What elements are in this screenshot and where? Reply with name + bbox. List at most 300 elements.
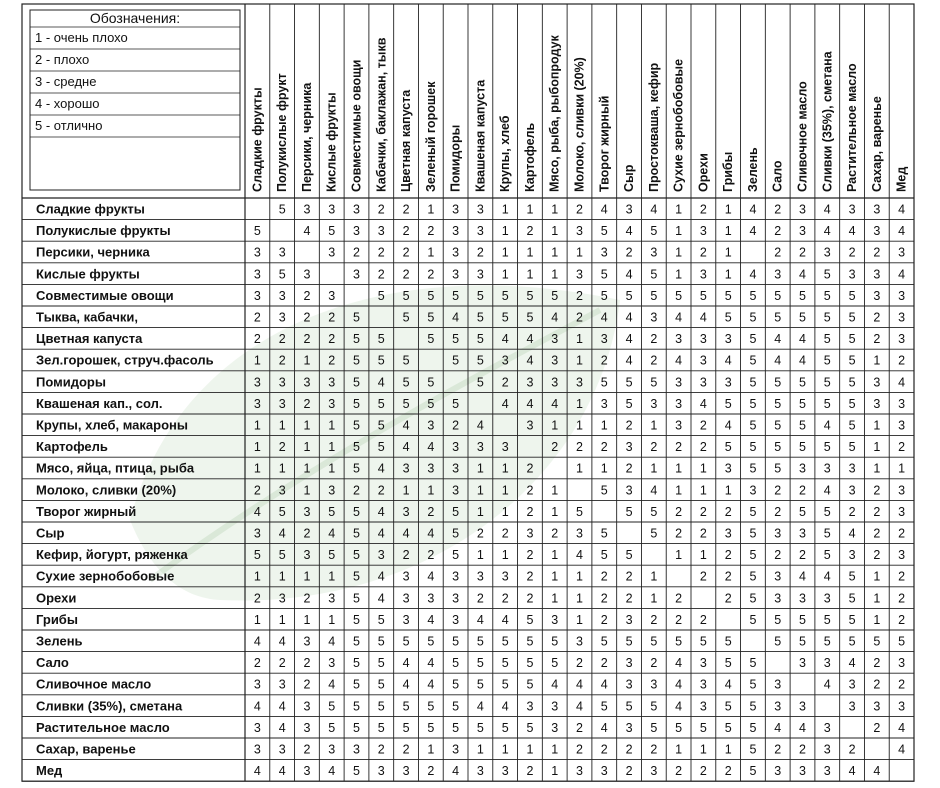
row-label: Помидоры bbox=[36, 374, 106, 390]
table-cell: 3 bbox=[303, 202, 311, 217]
table-cell: 3 bbox=[799, 591, 806, 606]
table-cell: 4 bbox=[476, 418, 484, 433]
table-cell: 3 bbox=[328, 375, 336, 390]
table-cell: 2 bbox=[898, 677, 906, 692]
table-cell: 3 bbox=[501, 353, 509, 368]
table-cell: 4 bbox=[848, 224, 856, 239]
table-cell: 5 bbox=[476, 310, 484, 325]
table-row bbox=[36, 396, 905, 411]
table-cell: 2 bbox=[600, 612, 608, 627]
table-cell: 1 bbox=[551, 742, 559, 757]
table-cell: 5 bbox=[377, 656, 385, 671]
table-cell: 5 bbox=[526, 634, 534, 649]
table-cell: 5 bbox=[452, 504, 460, 519]
table-cell: 4 bbox=[328, 526, 336, 541]
table-cell: 2 bbox=[328, 332, 336, 347]
table-cell: 4 bbox=[823, 224, 831, 239]
table-cell: 4 bbox=[749, 224, 757, 239]
table-cell: 5 bbox=[848, 288, 856, 303]
table-cell: 5 bbox=[724, 656, 732, 671]
column-header: Персики, черника bbox=[299, 82, 314, 192]
table-cell: 5 bbox=[749, 353, 757, 368]
table-cell: 4 bbox=[253, 699, 261, 714]
table-row bbox=[36, 504, 905, 519]
table-cell: 4 bbox=[600, 202, 608, 217]
table-cell: 5 bbox=[452, 353, 460, 368]
table-cell: 2 bbox=[576, 202, 583, 217]
table-cell: 5 bbox=[353, 418, 360, 433]
table-cell: 5 bbox=[353, 526, 360, 541]
table-cell: 2 bbox=[353, 483, 360, 498]
table-cell: 2 bbox=[774, 483, 782, 498]
table-cell: 5 bbox=[823, 267, 831, 282]
table-cell: 1 bbox=[650, 418, 658, 433]
table-cell: 1 bbox=[551, 569, 559, 584]
table-cell: 3 bbox=[823, 591, 831, 606]
row-label: Зел.горошек, струч.фасоль bbox=[36, 352, 214, 368]
column-header: Совместимые овощи bbox=[349, 59, 364, 192]
table-cell: 3 bbox=[402, 764, 410, 779]
table-cell: 5 bbox=[501, 677, 509, 692]
table-cell: 4 bbox=[600, 720, 608, 735]
table-cell: 5 bbox=[526, 656, 534, 671]
table-cell: 3 bbox=[600, 396, 608, 411]
table-cell: 3 bbox=[551, 720, 559, 735]
row-label: Полукислые фрукты bbox=[36, 223, 171, 239]
table-cell: 3 bbox=[303, 504, 311, 519]
table-cell: 3 bbox=[823, 764, 831, 779]
table-cell: 1 bbox=[501, 742, 509, 757]
table-cell: 3 bbox=[501, 569, 509, 584]
table-cell: 2 bbox=[724, 591, 732, 606]
table-cell: 2 bbox=[427, 764, 435, 779]
table-cell: 4 bbox=[848, 764, 856, 779]
table-cell: 4 bbox=[526, 396, 534, 411]
table-cell: 1 bbox=[724, 224, 732, 239]
table-cell: 1 bbox=[675, 548, 683, 563]
table-cell: 5 bbox=[848, 591, 856, 606]
table-cell: 3 bbox=[328, 742, 336, 757]
table-cell: 3 bbox=[452, 461, 460, 476]
table-cell: 2 bbox=[625, 245, 633, 260]
table-cell: 4 bbox=[501, 699, 509, 714]
table-cell: 3 bbox=[848, 461, 856, 476]
table-cell: 3 bbox=[724, 332, 732, 347]
table-cell: 5 bbox=[848, 332, 856, 347]
table-cell: 2 bbox=[625, 591, 633, 606]
table-cell: 3 bbox=[278, 483, 286, 498]
table-cell: 5 bbox=[452, 656, 460, 671]
table-row bbox=[36, 634, 905, 649]
table-cell: 1 bbox=[675, 742, 683, 757]
table-cell: 5 bbox=[526, 612, 534, 627]
table-cell: 5 bbox=[452, 396, 460, 411]
table-cell: 4 bbox=[476, 699, 484, 714]
column-header: Мед bbox=[894, 166, 909, 192]
column-header: Мясо, рыба, рыбопродук bbox=[547, 35, 562, 192]
table-cell: 2 bbox=[427, 504, 435, 519]
table-cell: 3 bbox=[402, 461, 410, 476]
table-cell: 2 bbox=[724, 764, 732, 779]
table-cell: 1 bbox=[253, 418, 261, 433]
table-cell: 4 bbox=[625, 310, 633, 325]
table-cell: 2 bbox=[848, 504, 856, 519]
table-cell: 5 bbox=[724, 699, 732, 714]
table-row bbox=[36, 310, 905, 325]
table-cell: 4 bbox=[576, 699, 583, 714]
table-cell: 5 bbox=[328, 504, 336, 519]
table-cell: 5 bbox=[476, 634, 484, 649]
table-cell: 2 bbox=[650, 656, 658, 671]
column-header: Сливки (35%), сметана bbox=[820, 51, 835, 192]
table-row bbox=[36, 353, 905, 368]
table-cell: 1 bbox=[551, 245, 559, 260]
table-cell: 2 bbox=[526, 461, 534, 476]
table-cell: 2 bbox=[526, 504, 534, 519]
table-cell: 3 bbox=[774, 591, 782, 606]
table-cell: 4 bbox=[427, 612, 435, 627]
table-cell: 2 bbox=[377, 483, 385, 498]
row-label: Сливочное масло bbox=[36, 676, 152, 692]
table-cell: 5 bbox=[353, 677, 360, 692]
table-cell: 2 bbox=[303, 332, 311, 347]
table-cell: 5 bbox=[749, 591, 757, 606]
column-header: Картофель bbox=[522, 122, 537, 192]
table-cell: 4 bbox=[278, 526, 286, 541]
table-cell: 2 bbox=[774, 224, 782, 239]
row-label: Персики, черника bbox=[36, 244, 150, 260]
table-cell: 1 bbox=[402, 483, 410, 498]
table-cell: 5 bbox=[526, 720, 534, 735]
table-cell: 2 bbox=[600, 440, 608, 455]
table-cell: 3 bbox=[303, 634, 311, 649]
table-cell: 3 bbox=[873, 267, 881, 282]
table-cell: 4 bbox=[799, 267, 806, 282]
table-cell: 3 bbox=[253, 288, 261, 303]
table-cell: 2 bbox=[600, 656, 608, 671]
table-cell: 2 bbox=[402, 224, 410, 239]
table-cell: 3 bbox=[724, 526, 732, 541]
table-cell: 3 bbox=[898, 396, 906, 411]
table-cell: 5 bbox=[353, 504, 360, 519]
table-cell: 4 bbox=[823, 569, 831, 584]
row-label: Крупы, хлеб, макароны bbox=[36, 417, 188, 433]
table-cell: 2 bbox=[650, 353, 658, 368]
table-cell: 2 bbox=[278, 440, 286, 455]
table-cell: 5 bbox=[353, 569, 360, 584]
column-header: Сухие зернобобовые bbox=[671, 58, 686, 192]
table-cell: 3 bbox=[675, 418, 683, 433]
legend-item: 5 - отлично bbox=[35, 118, 103, 133]
table-cell: 3 bbox=[353, 202, 360, 217]
table-cell: 5 bbox=[452, 634, 460, 649]
table-cell: 5 bbox=[650, 288, 658, 303]
table-cell: 5 bbox=[749, 526, 757, 541]
table-cell: 5 bbox=[452, 677, 460, 692]
legend-title: Обозначения: bbox=[89, 10, 181, 26]
table-cell: 5 bbox=[724, 288, 732, 303]
table-cell: 2 bbox=[576, 720, 583, 735]
table-cell: 2 bbox=[625, 764, 633, 779]
table-cell: 3 bbox=[353, 742, 360, 757]
table-cell: 4 bbox=[278, 699, 286, 714]
table-cell: 2 bbox=[501, 375, 509, 390]
table-cell: 3 bbox=[650, 396, 658, 411]
table-cell: 3 bbox=[253, 267, 261, 282]
table-cell: 5 bbox=[377, 720, 385, 735]
column-header: Помидоры bbox=[448, 124, 463, 192]
table-cell: 5 bbox=[278, 548, 286, 563]
table-cell: 4 bbox=[402, 677, 410, 692]
table-cell: 1 bbox=[476, 461, 484, 476]
table-cell: 5 bbox=[353, 720, 360, 735]
table-cell: 1 bbox=[699, 548, 707, 563]
table-cell: 1 bbox=[576, 418, 583, 433]
table-cell: 5 bbox=[253, 548, 261, 563]
table-cell: 3 bbox=[774, 569, 782, 584]
column-header: Крупы, хлеб bbox=[498, 115, 513, 192]
table-cell: 3 bbox=[699, 267, 707, 282]
table-cell: 1 bbox=[328, 461, 336, 476]
table-cell: 3 bbox=[699, 699, 707, 714]
table-cell: 2 bbox=[675, 504, 683, 519]
table-cell: 2 bbox=[377, 202, 385, 217]
table-cell: 5 bbox=[799, 310, 806, 325]
table-cell: 1 bbox=[873, 612, 881, 627]
table-cell: 4 bbox=[278, 764, 286, 779]
table-cell: 3 bbox=[526, 418, 534, 433]
table-cell: 1 bbox=[328, 612, 336, 627]
table-cell: 5 bbox=[576, 504, 583, 519]
table-cell: 4 bbox=[625, 224, 633, 239]
table-cell: 4 bbox=[823, 202, 831, 217]
table-cell: 3 bbox=[848, 267, 856, 282]
table-cell: 4 bbox=[625, 267, 633, 282]
table-cell: 3 bbox=[774, 267, 782, 282]
table-cell: 3 bbox=[625, 677, 633, 692]
table-cell: 3 bbox=[278, 396, 286, 411]
table-cell: 2 bbox=[402, 245, 410, 260]
table-cell: 5 bbox=[476, 720, 484, 735]
table-cell: 3 bbox=[551, 353, 559, 368]
table-cell: 4 bbox=[402, 656, 410, 671]
table-cell: 3 bbox=[452, 483, 460, 498]
table-cell: 5 bbox=[600, 267, 608, 282]
table-cell: 5 bbox=[749, 764, 757, 779]
table-cell: 5 bbox=[749, 310, 757, 325]
row-label: Сыр bbox=[36, 525, 65, 541]
table-cell: 5 bbox=[328, 720, 336, 735]
table-cell: 5 bbox=[427, 396, 435, 411]
table-row bbox=[36, 461, 905, 476]
table-cell: 3 bbox=[576, 375, 583, 390]
table-cell: 3 bbox=[526, 375, 534, 390]
table-cell: 5 bbox=[625, 504, 633, 519]
column-header: Кабачки, баклажан, тыкв bbox=[374, 37, 389, 192]
table-row bbox=[36, 374, 905, 389]
table-cell: 5 bbox=[823, 634, 831, 649]
table-cell: 5 bbox=[675, 720, 683, 735]
row-label: Мед bbox=[36, 763, 63, 779]
table-cell: 4 bbox=[427, 677, 435, 692]
row-label: Тыква, кабачки, bbox=[36, 309, 138, 325]
table-cell: 5 bbox=[353, 634, 360, 649]
table-cell: 3 bbox=[303, 699, 311, 714]
table-cell: 3 bbox=[650, 677, 658, 692]
table-cell: 2 bbox=[278, 332, 286, 347]
table-cell: 5 bbox=[774, 375, 782, 390]
table-cell: 1 bbox=[253, 461, 261, 476]
table-cell: 3 bbox=[873, 699, 881, 714]
table-cell: 3 bbox=[749, 483, 757, 498]
table-cell: 1 bbox=[551, 224, 559, 239]
column-header: Сливочное масло bbox=[795, 81, 810, 192]
table-cell: 2 bbox=[873, 332, 881, 347]
table-cell: 3 bbox=[551, 699, 559, 714]
table-cell: 5 bbox=[724, 634, 732, 649]
table-cell: 5 bbox=[675, 288, 683, 303]
table-cell: 1 bbox=[873, 353, 881, 368]
table-cell: 3 bbox=[303, 548, 311, 563]
table-cell: 4 bbox=[650, 202, 658, 217]
table-cell: 3 bbox=[253, 720, 261, 735]
table-cell: 5 bbox=[377, 699, 385, 714]
table-cell: 2 bbox=[278, 353, 286, 368]
table-cell: 4 bbox=[898, 720, 906, 735]
table-cell: 4 bbox=[823, 677, 831, 692]
table-cell: 2 bbox=[898, 612, 906, 627]
table-cell: 5 bbox=[625, 548, 633, 563]
table-cell: 4 bbox=[551, 677, 559, 692]
table-cell: 4 bbox=[600, 677, 608, 692]
table-cell: 5 bbox=[353, 310, 360, 325]
table-cell: 5 bbox=[848, 310, 856, 325]
table-cell: 4 bbox=[724, 353, 732, 368]
table-cell: 3 bbox=[848, 202, 856, 217]
table-row bbox=[36, 590, 905, 605]
table-cell: 1 bbox=[650, 569, 658, 584]
table-cell: 1 bbox=[551, 483, 559, 498]
table-cell: 3 bbox=[278, 591, 286, 606]
table-cell: 2 bbox=[402, 548, 410, 563]
table-cell: 2 bbox=[799, 742, 806, 757]
table-cell: 5 bbox=[377, 418, 385, 433]
table-cell: 4 bbox=[898, 267, 906, 282]
table-cell: 4 bbox=[278, 634, 286, 649]
table-cell: 2 bbox=[377, 267, 385, 282]
table-cell: 5 bbox=[774, 461, 782, 476]
table-row bbox=[36, 742, 905, 757]
table-cell: 5 bbox=[526, 310, 534, 325]
table-cell: 4 bbox=[501, 612, 509, 627]
table-cell: 1 bbox=[501, 202, 509, 217]
table-cell: 2 bbox=[253, 656, 261, 671]
table-cell: 3 bbox=[699, 656, 707, 671]
table-cell: 3 bbox=[848, 483, 856, 498]
table-cell: 5 bbox=[625, 634, 633, 649]
table-cell: 2 bbox=[774, 202, 782, 217]
table-cell: 2 bbox=[303, 677, 311, 692]
table-cell: 4 bbox=[328, 634, 336, 649]
table-cell: 3 bbox=[427, 461, 435, 476]
table-row bbox=[36, 482, 905, 497]
table-cell: 2 bbox=[427, 224, 435, 239]
table-cell: 5 bbox=[650, 504, 658, 519]
table-cell: 1 bbox=[551, 548, 559, 563]
table-cell: 4 bbox=[774, 332, 782, 347]
table-cell: 4 bbox=[278, 720, 286, 735]
table-cell: 5 bbox=[749, 548, 757, 563]
table-cell: 2 bbox=[898, 353, 906, 368]
table-cell: 5 bbox=[823, 353, 831, 368]
table-cell: 5 bbox=[749, 375, 757, 390]
table-cell: 4 bbox=[377, 569, 385, 584]
table-cell: 1 bbox=[427, 202, 435, 217]
table-cell: 5 bbox=[402, 699, 410, 714]
table-cell: 5 bbox=[600, 483, 608, 498]
row-label: Кислые фрукты bbox=[36, 266, 140, 282]
table-cell: 2 bbox=[675, 764, 683, 779]
table-cell: 4 bbox=[699, 310, 707, 325]
table-cell: 3 bbox=[898, 504, 906, 519]
table-cell: 3 bbox=[699, 224, 707, 239]
table-cell: 3 bbox=[898, 548, 906, 563]
table-cell: 3 bbox=[848, 548, 856, 563]
table-cell: 1 bbox=[576, 612, 583, 627]
table-cell: 5 bbox=[650, 699, 658, 714]
table-cell: 5 bbox=[650, 720, 658, 735]
table-cell: 5 bbox=[377, 634, 385, 649]
table-cell: 5 bbox=[452, 332, 460, 347]
table-cell: 4 bbox=[501, 332, 509, 347]
table-cell: 3 bbox=[799, 224, 806, 239]
table-cell: 2 bbox=[699, 504, 707, 519]
column-header: Зелень bbox=[745, 147, 760, 192]
row-label: Квашеная кап., сол. bbox=[36, 395, 163, 411]
table-cell: 2 bbox=[328, 353, 336, 368]
table-cell: 4 bbox=[427, 656, 435, 671]
table-cell: 2 bbox=[873, 548, 881, 563]
row-label: Сало bbox=[36, 655, 69, 671]
table-cell: 2 bbox=[452, 418, 460, 433]
table-cell: 3 bbox=[551, 612, 559, 627]
table-cell: 1 bbox=[303, 353, 311, 368]
table-cell: 4 bbox=[774, 720, 782, 735]
table-cell: 2 bbox=[377, 245, 385, 260]
table-cell: 5 bbox=[278, 504, 286, 519]
table-cell: 3 bbox=[328, 656, 336, 671]
table-cell: 2 bbox=[650, 742, 658, 757]
table-cell: 1 bbox=[873, 569, 881, 584]
table-cell: 3 bbox=[353, 224, 360, 239]
table-cell: 1 bbox=[675, 202, 683, 217]
table-cell: 2 bbox=[799, 245, 806, 260]
table-cell: 3 bbox=[526, 699, 534, 714]
table-cell: 4 bbox=[823, 418, 831, 433]
table-cell: 5 bbox=[823, 375, 831, 390]
column-header: Растительное масло bbox=[845, 63, 860, 192]
table-cell: 3 bbox=[799, 526, 806, 541]
table-cell: 5 bbox=[823, 548, 831, 563]
table-cell: 3 bbox=[452, 267, 460, 282]
table-cell: 5 bbox=[328, 699, 336, 714]
table-cell: 1 bbox=[576, 332, 583, 347]
table-cell: 3 bbox=[353, 267, 360, 282]
table-cell: 3 bbox=[774, 526, 782, 541]
row-label: Сухие зернобобовые bbox=[36, 568, 175, 584]
table-cell: 4 bbox=[650, 483, 658, 498]
table-cell: 5 bbox=[848, 353, 856, 368]
